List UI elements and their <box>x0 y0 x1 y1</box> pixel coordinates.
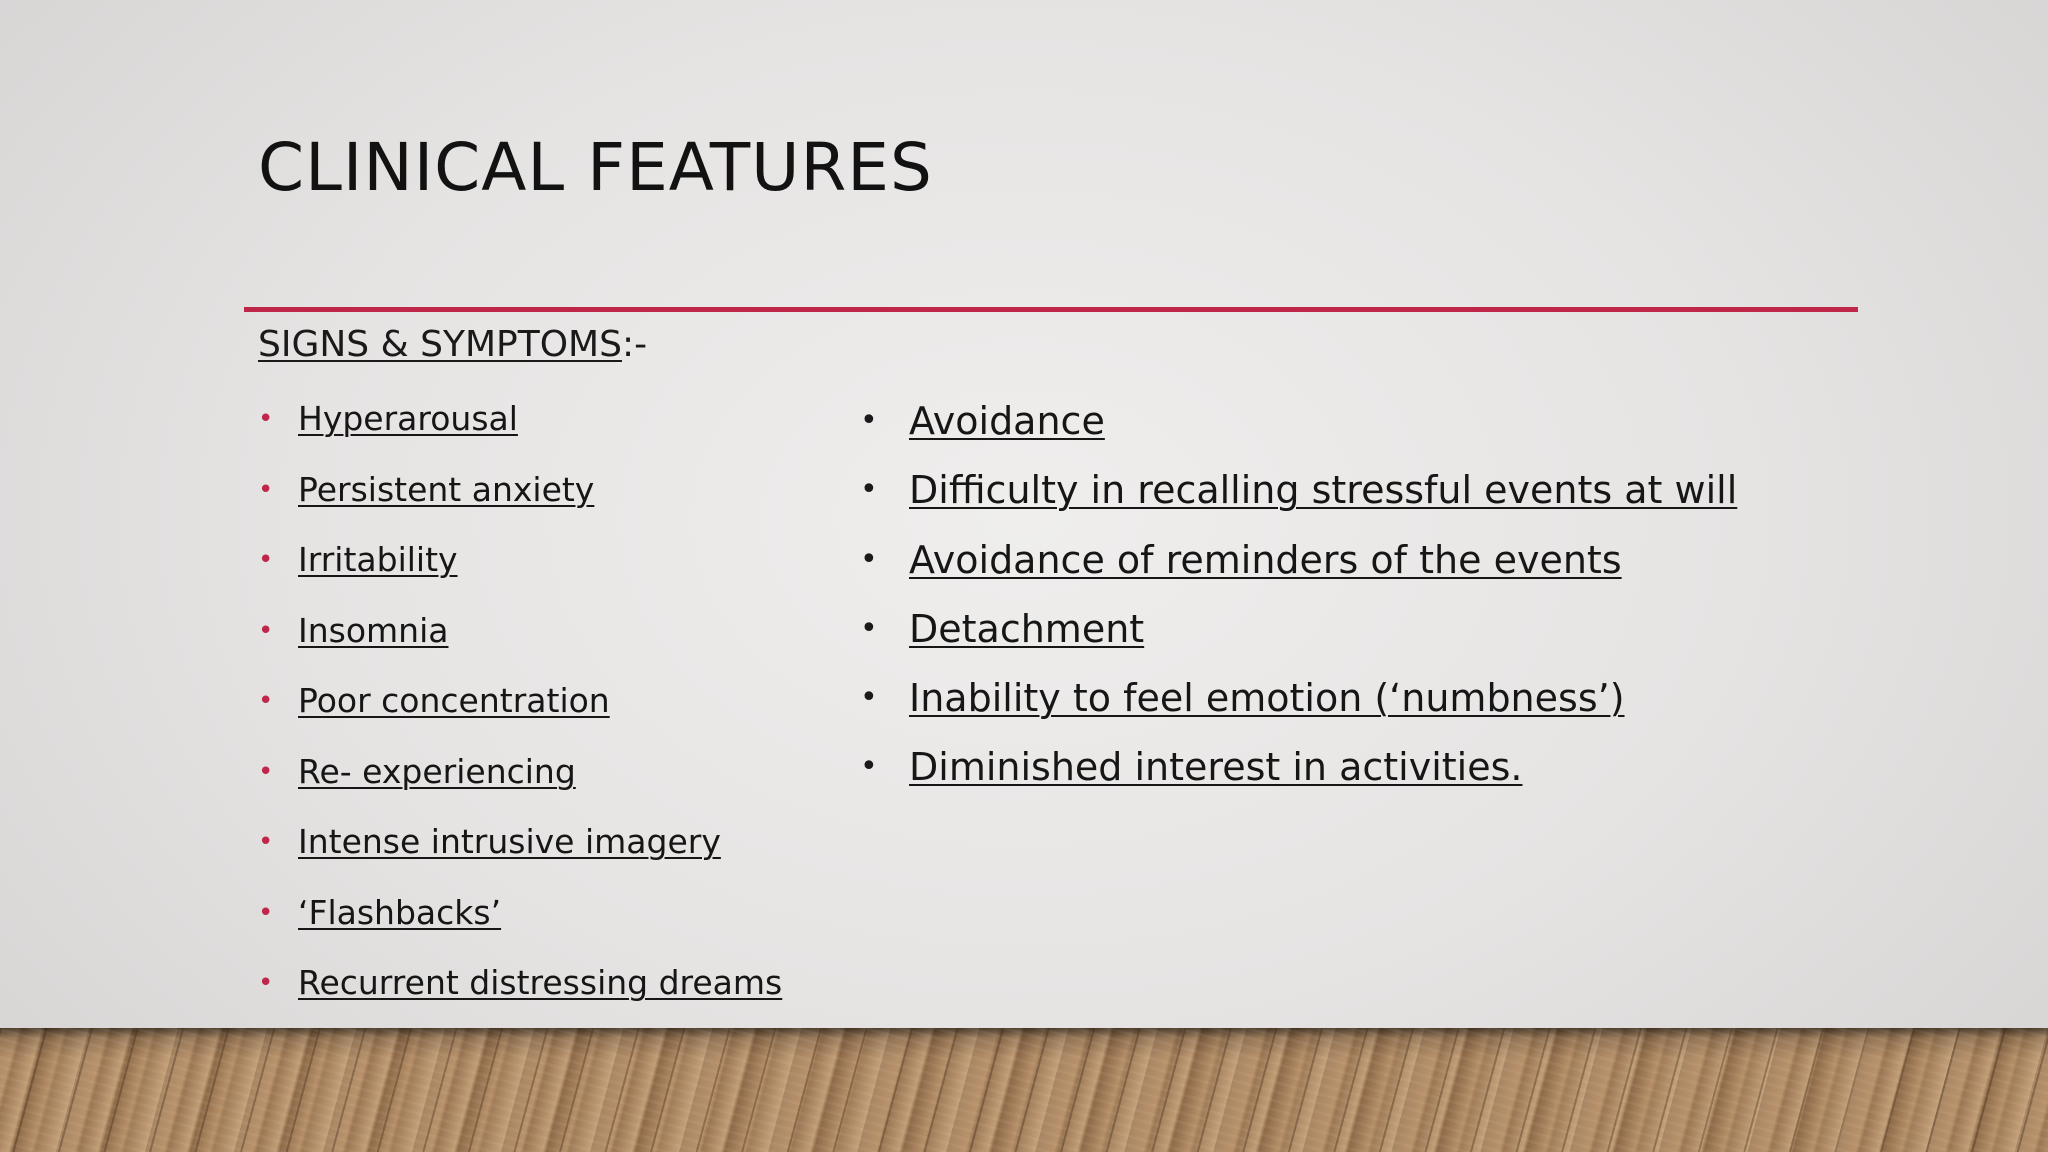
list-item-text: Detachment <box>909 606 1145 651</box>
bullet-icon: • <box>860 403 878 438</box>
list-item <box>258 820 782 891</box>
section-heading-text: SIGNS & SYMPTOMS <box>258 324 622 365</box>
list-item-text: Irritability <box>298 540 458 579</box>
bullet-icon: • <box>258 686 274 716</box>
list-item-text: Diminished interest in activities. <box>909 745 1523 790</box>
section-heading-suffix: :- <box>621 324 648 365</box>
wood-grain-texture <box>0 1028 2048 1152</box>
symptom-list-left <box>258 397 782 1032</box>
bullet-icon: • <box>258 474 274 505</box>
list-item <box>856 604 1737 673</box>
list-item-text: Difficulty in recalling stressful events at will <box>909 468 1738 513</box>
list-item <box>856 535 1737 604</box>
list-item-text: Avoidance <box>909 399 1105 443</box>
bullet-icon: • <box>860 680 878 716</box>
bullet-icon: • <box>860 541 878 577</box>
list-item <box>856 465 1737 534</box>
bullet-icon: • <box>258 545 274 575</box>
symptom-list-right <box>856 396 1737 812</box>
list-item <box>856 673 1737 742</box>
list-item <box>258 891 782 962</box>
bullet-icon: • <box>258 756 274 787</box>
list-item <box>258 961 782 1032</box>
list-item <box>258 468 782 539</box>
slide-title: CLINICAL FEATURES <box>258 129 933 206</box>
list-item-text: Recurrent distressing dreams <box>298 963 783 1002</box>
bullet-icon: • <box>860 610 878 646</box>
bullet-icon: • <box>258 404 274 434</box>
section-heading <box>258 322 647 368</box>
list-item <box>258 750 782 821</box>
list-item-text: ‘Flashbacks’ <box>298 892 502 932</box>
list-item-text: Insomnia <box>298 610 449 650</box>
list-item-text: Avoidance of reminders of the events <box>909 537 1622 582</box>
bullet-icon: • <box>258 827 274 857</box>
list-item <box>258 679 782 750</box>
accent-divider <box>244 307 1858 312</box>
wood-floor-image <box>0 1028 2048 1152</box>
bullet-icon: • <box>860 472 878 508</box>
list-item <box>258 397 782 468</box>
bullet-icon: • <box>258 968 274 998</box>
bullet-icon: • <box>258 897 274 928</box>
list-item <box>856 742 1737 811</box>
list-item <box>258 609 782 680</box>
list-item-text: Inability to feel emotion (‘numbness’) <box>909 676 1625 721</box>
list-item <box>856 396 1737 465</box>
bullet-icon: • <box>860 749 878 785</box>
list-item-text: Re- experiencing <box>298 751 576 791</box>
list-item-text: Hyperarousal <box>298 399 518 438</box>
bullet-icon: • <box>258 615 274 646</box>
list-item-text: Persistent anxiety <box>298 469 595 509</box>
list-item <box>258 538 782 609</box>
list-item-text: Intense intrusive imagery <box>298 822 721 861</box>
list-item-text: Poor concentration <box>298 681 610 720</box>
